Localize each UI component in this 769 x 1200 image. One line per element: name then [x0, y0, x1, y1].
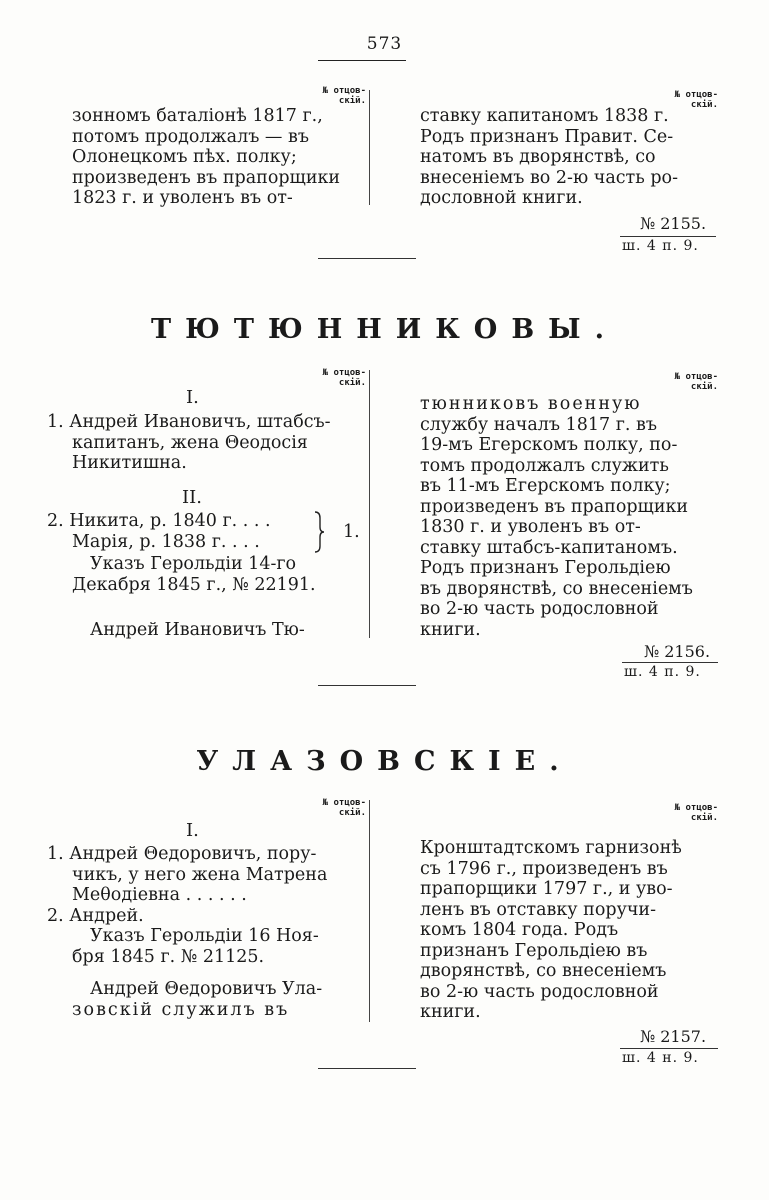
margin-label-line: скій.	[690, 813, 718, 823]
text-line: ленъ въ отставку поручи-	[420, 899, 657, 920]
text-line: зонномъ баталіонѣ 1817 г.,	[72, 106, 323, 126]
text-line: Меθодіевна . . . . . .	[72, 885, 247, 905]
text-line: внесеніемъ во 2-ю часть ро-	[420, 167, 678, 188]
generation-1-entries	[47, 412, 347, 474]
text-line: Указъ Герольдіи 14-го	[90, 554, 297, 574]
text-line: Родъ признанъ Правит. Се-	[420, 126, 674, 147]
text-line: признанъ Герольдіею въ	[420, 940, 648, 961]
margin-label-left-2156	[310, 368, 366, 388]
registry-number-2157: № 2157.	[640, 1027, 707, 1046]
margin-label-left-2157	[310, 798, 366, 818]
margin-label-line: № отцов-	[674, 90, 718, 100]
section-separator	[318, 685, 416, 686]
decree-tyutyunnikovy	[72, 554, 342, 595]
text-line: Никитишна.	[72, 453, 187, 473]
text-line: во 2-ю часть родословной	[420, 599, 659, 619]
text-line: 1. Андрей Ивановичъ, штабсъ-	[47, 412, 331, 432]
text-line: Андрей Ивановичъ Тю-	[90, 620, 305, 640]
text-line: томъ продолжалъ служить	[420, 455, 669, 476]
text-line: произведенъ въ прапорщики	[72, 167, 341, 188]
text-line: книги.	[420, 1002, 481, 1022]
ulazovskie-narrative-start	[72, 979, 342, 1020]
text-line: произведенъ въ прапорщики	[420, 496, 689, 517]
text-line: прапорщики 1797 г., и уво-	[420, 879, 673, 899]
text-line: натомъ въ дворянствѣ, со	[420, 147, 656, 167]
ulazovskie-left-entries	[47, 844, 347, 967]
text-line: тюнниковъ военную	[420, 394, 642, 414]
margin-label-line: № отцов-	[322, 86, 366, 96]
text-line: потомъ продолжалъ — въ	[72, 126, 309, 147]
margin-label-line: скій.	[338, 96, 366, 106]
registry-rule-2157	[620, 1048, 718, 1049]
text-line: Родъ признанъ Герольдіею	[420, 558, 671, 578]
text-line: капитанъ, жена Θеодосія	[72, 432, 308, 453]
generation-2-entries	[47, 511, 327, 552]
text-line: 1823 г. и уволенъ въ от-	[72, 188, 293, 208]
text-line: въ дворянствѣ, со внесеніемъ	[420, 578, 693, 599]
text-line: книги.	[420, 619, 481, 640]
margin-label-right-2157	[652, 803, 718, 823]
text-line: бря 1845 г. № 21125.	[72, 946, 265, 967]
text-line: Кронштадтскомъ гарнизонѣ	[420, 838, 682, 858]
registry-location-2157: ш. 4 н. 9.	[622, 1050, 699, 1066]
narrative-start-tyutyunnikovy	[90, 620, 340, 641]
registry-rule-2156	[622, 662, 718, 663]
text-line: комъ 1804 года. Родъ	[420, 920, 619, 940]
entry-2155-left-text	[72, 106, 341, 209]
text-line: съ 1796 г., произведенъ въ	[420, 858, 668, 879]
margin-label-line: № отцов-	[322, 368, 366, 378]
text-line: Андрей Θедоровичъ Ула-	[90, 979, 323, 999]
entry-2156-right-text	[420, 394, 693, 640]
registry-number-2155: № 2155.	[640, 214, 707, 233]
text-line: ставку капитаномъ 1838 г.	[420, 106, 669, 126]
text-line: службу началъ 1817 г. въ	[420, 414, 658, 435]
section-separator	[318, 1068, 416, 1069]
text-line: 1830 г. и уволенъ въ от-	[420, 517, 641, 537]
page-number: 573	[366, 34, 403, 54]
brace-parent-ref: 1.	[343, 522, 360, 542]
column-divider-2156	[369, 370, 370, 638]
registry-rule-2155	[620, 236, 716, 237]
text-line: Указъ Герольдіи 16 Ноя-	[90, 926, 319, 946]
margin-label-line: скій.	[338, 378, 366, 388]
text-line: дословной книги.	[420, 188, 583, 208]
column-divider-2157	[369, 800, 370, 1022]
margin-label-line: скій.	[338, 808, 366, 818]
margin-label-left-2155	[310, 86, 366, 106]
text-line: Марія, р. 1838 г. . . .	[72, 531, 260, 552]
text-line: 1. Андрей Θедоровичъ, пору-	[47, 844, 317, 864]
margin-label-line: № отцов-	[674, 803, 718, 813]
text-line: зовскій служилъ въ	[72, 999, 290, 1020]
text-line: дворянствѣ, со внесеніемъ	[420, 961, 667, 981]
text-line: 19-мъ Егерскомъ полку, по-	[420, 435, 678, 455]
text-line: Декабря 1845 г., № 22191.	[72, 574, 316, 595]
section-title-tyutyunnikovy: ТЮТЮННИКОВЫ.	[151, 314, 618, 345]
text-line: чикъ, у него жена Матрена	[72, 864, 328, 885]
margin-label-line: скій.	[690, 100, 718, 110]
generation-1-heading: I.	[186, 387, 199, 408]
text-line: 2. Андрей.	[47, 905, 144, 926]
margin-label-right-2156	[652, 372, 718, 392]
text-line: 2. Никита, р. 1840 г. . . .	[47, 511, 271, 531]
registry-number-2156: № 2156.	[644, 642, 711, 661]
text-line: ставку штабсъ-капитаномъ.	[420, 537, 678, 558]
margin-label-line: скій.	[690, 382, 718, 392]
text-line: во 2-ю часть родословной	[420, 981, 659, 1002]
registry-location-2156: ш. 4 п. 9.	[624, 664, 701, 680]
registry-location-2155: ш. 4 п. 9.	[622, 238, 699, 254]
sibling-brace	[312, 510, 326, 554]
entry-2155-right-text	[420, 106, 678, 209]
section-separator	[318, 258, 416, 259]
generation-1-heading-ulazovskie: I.	[186, 820, 199, 841]
text-line: Олонецкомъ пѣх. полку;	[72, 147, 297, 167]
margin-label-line: № отцов-	[322, 798, 366, 808]
column-divider-2155	[369, 90, 370, 205]
margin-label-line: № отцов-	[674, 372, 718, 382]
text-line: въ 11-мъ Егерскомъ полку;	[420, 476, 671, 496]
section-title-ulazovskie: УЛАЗОВСКІЕ.	[196, 746, 573, 777]
generation-2-heading: II.	[182, 487, 202, 508]
entry-2157-right-text	[420, 838, 682, 1023]
page-number-rule	[318, 60, 406, 61]
